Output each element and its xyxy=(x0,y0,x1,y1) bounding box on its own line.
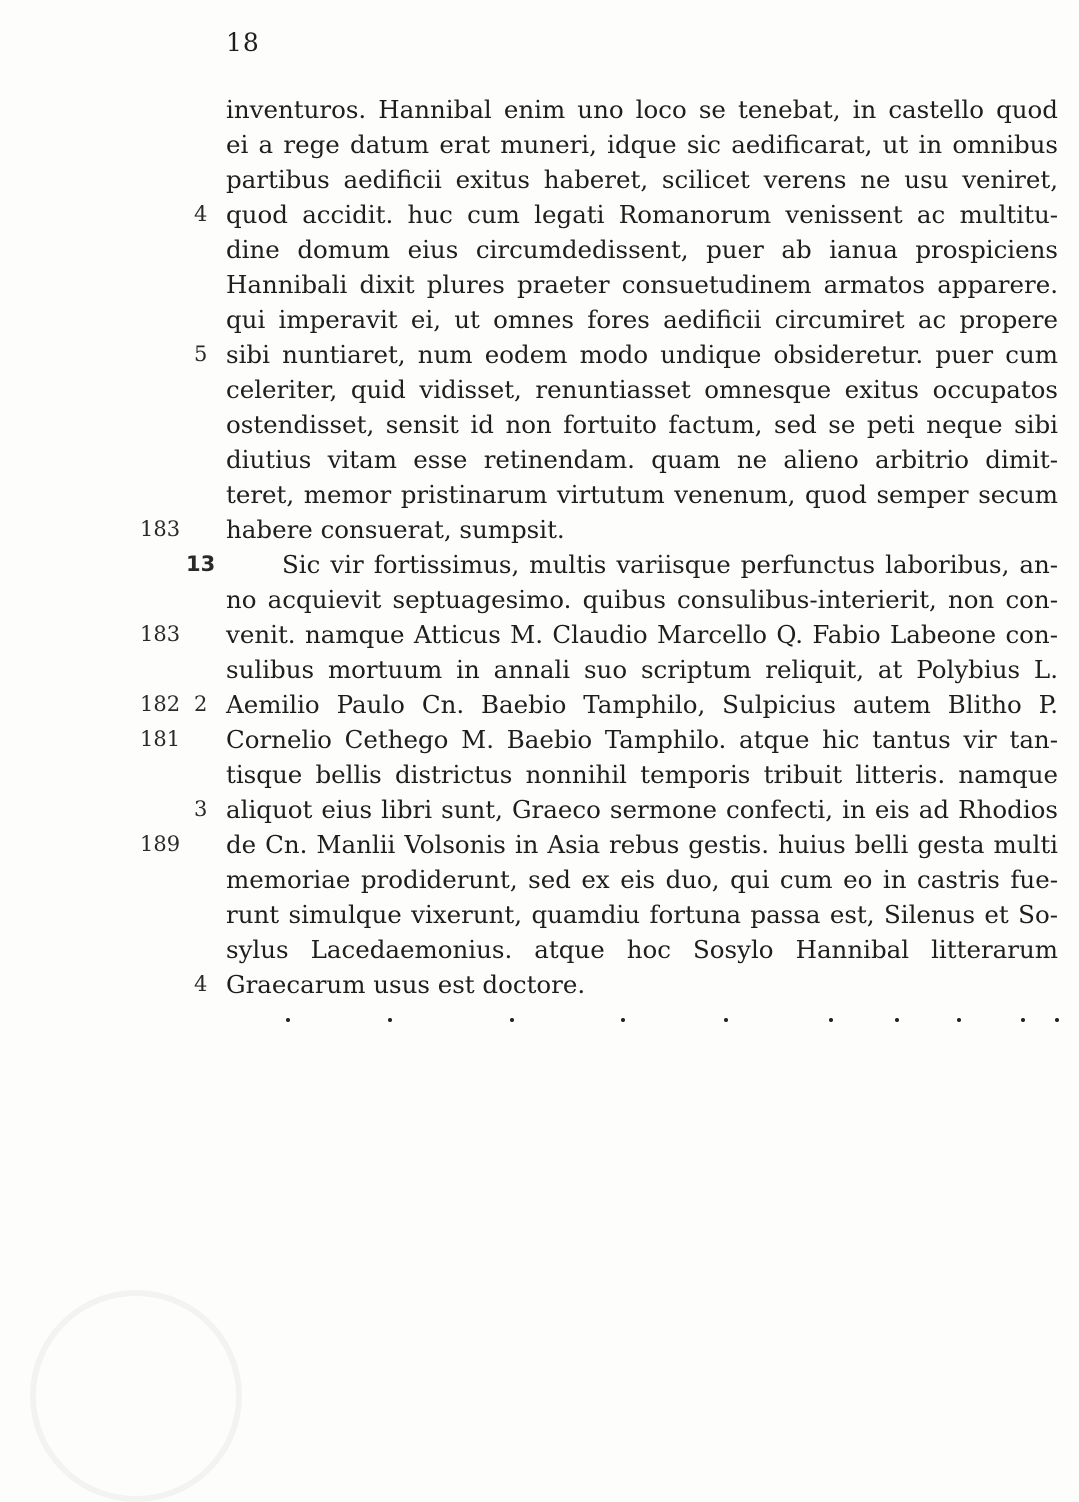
year-marginal-note: 183 xyxy=(140,622,181,646)
paragraph-marker: 4 xyxy=(194,972,208,996)
year-marginal-note: 183 xyxy=(140,517,181,541)
year-marginal-note: 181 xyxy=(140,727,181,751)
line-text: celeriter, quid vidisset, renuntiasset omnesque exitus occupatos xyxy=(226,375,1058,404)
omission-dot xyxy=(1021,1018,1025,1022)
section-number: 13 xyxy=(186,552,216,576)
paragraph-marker: 5 xyxy=(194,342,208,366)
line-text: habere consuerat, sumpsit. xyxy=(226,515,565,544)
text-line xyxy=(194,337,1058,372)
line-text: sibi nuntiaret, num eodem modo undique obsideretur. puer cum xyxy=(226,340,1058,369)
line-text: teret, memor pristinarum virtutum venenum, quod semper secum xyxy=(226,480,1058,509)
text-line xyxy=(226,92,1058,127)
line-text: Graecarum usus est doctore. xyxy=(226,970,586,999)
text-line xyxy=(140,827,1058,862)
omission-dot xyxy=(724,1018,728,1022)
line-text: Aemilio Paulo Cn. Baebio Tamphilo, Sulpicius autem Blitho P. xyxy=(226,690,1058,719)
text-line xyxy=(140,722,1058,757)
text-line xyxy=(226,302,1058,337)
page-number: 18 xyxy=(226,28,260,57)
year-marginal-note: 189 xyxy=(140,832,181,856)
omission-dot xyxy=(621,1018,625,1022)
text-line xyxy=(140,512,1058,547)
text-line xyxy=(226,477,1058,512)
line-text: quod accidit. huc cum legati Romanorum venissent ac multitu- xyxy=(226,200,1058,229)
text-line xyxy=(186,547,1058,582)
omission-dot xyxy=(1055,1018,1059,1022)
text-line xyxy=(226,267,1058,302)
library-stamp-bleed xyxy=(30,1290,242,1502)
text-line xyxy=(226,232,1058,267)
text-line xyxy=(226,407,1058,442)
text-line xyxy=(226,372,1058,407)
line-text: tisque bellis districtus nonnihil temporis tribuit litteris. namque xyxy=(226,760,1058,789)
line-text: Cornelio Cethego M. Baebio Tamphilo. atque hic tantus vir tan- xyxy=(226,725,1058,754)
text-line xyxy=(226,932,1058,967)
text-line xyxy=(226,652,1058,687)
omission-dots xyxy=(286,1018,1058,1048)
text-line xyxy=(226,127,1058,162)
line-text: ei a rege datum erat muneri, idque sic aedificarat, ut in omnibus xyxy=(226,130,1058,159)
line-text: no acquievit septuagesimo. quibus consulibus-interierit, non con- xyxy=(226,585,1058,614)
line-text: qui imperavit ei, ut omnes fores aedificii circumiret ac propere xyxy=(226,305,1058,334)
text-line xyxy=(226,162,1058,197)
omission-dot xyxy=(829,1018,833,1022)
text-line xyxy=(226,582,1058,617)
line-text: Sic vir fortissimus, multis variisque perfunctus laboribus, an- xyxy=(282,550,1058,579)
omission-dot xyxy=(895,1018,899,1022)
line-text: inventuros. Hannibal enim uno loco se tenebat, in castello quod xyxy=(226,95,1058,124)
paragraph-marker: 2 xyxy=(194,692,208,716)
text-line xyxy=(194,197,1058,232)
omission-dot xyxy=(286,1018,290,1022)
omission-dot xyxy=(510,1018,514,1022)
text-line xyxy=(140,617,1058,652)
text-line xyxy=(194,967,1058,1002)
line-text: ostendisset, sensit id non fortuito factum, sed se peti neque sibi xyxy=(226,410,1058,439)
line-text: venit. namque Atticus M. Claudio Marcello Q. Fabio Labeone con- xyxy=(226,620,1058,649)
omission-dot xyxy=(957,1018,961,1022)
text-line xyxy=(226,442,1058,477)
line-text: sulibus mortuum in annali suo scriptum reliquit, at Polybius L. xyxy=(226,655,1058,684)
text-line xyxy=(226,897,1058,932)
text-line xyxy=(226,862,1058,897)
year-marginal-note: 182 xyxy=(140,692,181,716)
omission-dot xyxy=(388,1018,392,1022)
main-text-block xyxy=(140,92,1058,1002)
text-line xyxy=(226,757,1058,792)
line-text: memoriae prodiderunt, sed ex eis duo, qui cum eo in castris fue- xyxy=(226,865,1058,894)
paragraph-marker: 3 xyxy=(194,797,208,821)
line-text: diutius vitam esse retinendam. quam ne alieno arbitrio dimit- xyxy=(226,445,1058,474)
text-line xyxy=(194,792,1058,827)
line-text: dine domum eius circumdedissent, puer ab ianua prospiciens xyxy=(226,235,1058,264)
line-text: sylus Lacedaemonius. atque hoc Sosylo Hannibal litterarum xyxy=(226,935,1058,964)
line-text: partibus aedificii exitus haberet, scilicet verens ne usu veniret, xyxy=(226,165,1058,194)
line-text: de Cn. Manlii Volsonis in Asia rebus gestis. huius belli gesta multi xyxy=(226,830,1058,859)
line-text: Hannibali dixit plures praeter consuetudinem armatos apparere. xyxy=(226,270,1058,299)
paragraph-marker: 4 xyxy=(194,202,208,226)
line-text: runt simulque vixerunt, quamdiu fortuna passa est, Silenus et So- xyxy=(226,900,1058,929)
line-text: aliquot eius libri sunt, Graeco sermone confecti, in eis ad Rhodios xyxy=(226,795,1058,824)
text-line xyxy=(140,687,1058,722)
